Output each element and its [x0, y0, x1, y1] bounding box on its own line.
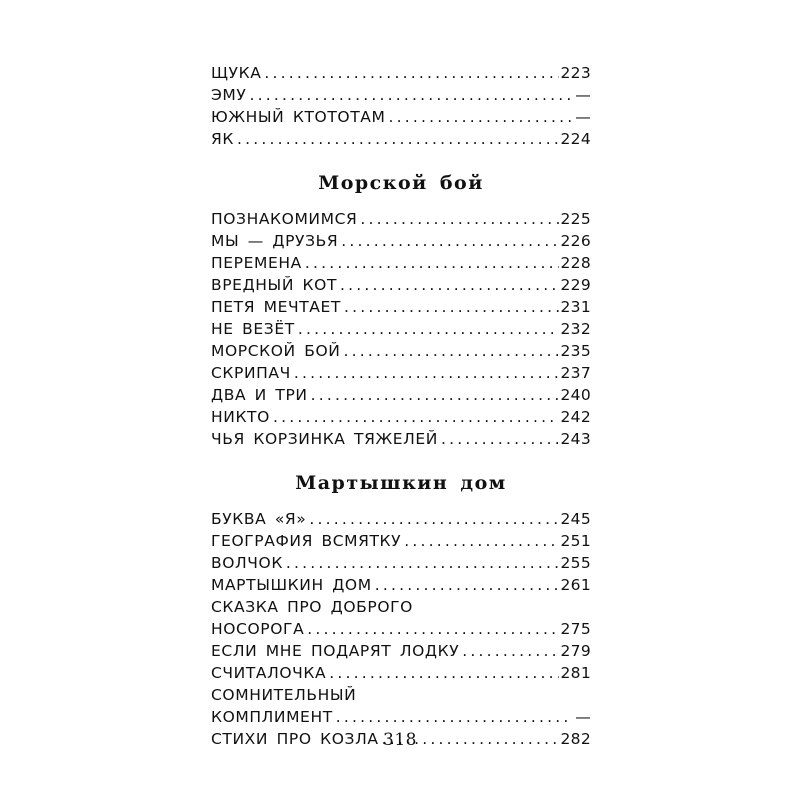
toc-entry-title: ЭМУ: [211, 86, 247, 104]
toc-entry: [211, 552, 591, 574]
toc-entry: [211, 128, 591, 150]
toc-entry-page: 279: [560, 642, 591, 660]
toc-entry-page: 225: [560, 210, 591, 228]
dot-leader: [360, 208, 558, 230]
toc-entry-page: 237: [560, 364, 591, 382]
toc-entry: [211, 296, 591, 318]
toc-entry-page: 231: [560, 298, 591, 316]
dot-leader: [307, 618, 558, 640]
toc-entry-page: 240: [560, 386, 591, 404]
toc-entry-page: 243: [560, 430, 591, 448]
toc-entry-page: 226: [560, 232, 591, 250]
toc-entry: [211, 230, 591, 252]
toc-entry-page: 223: [560, 64, 591, 82]
toc-entry-page: 232: [560, 320, 591, 338]
toc-entry-title: ДВА И ТРИ: [211, 386, 308, 404]
dot-leader: [249, 84, 573, 106]
toc-entry-page: 275: [560, 620, 591, 638]
toc-entry-title: МЫ — ДРУЗЬЯ: [211, 232, 339, 250]
toc-entry-page: 228: [560, 254, 591, 272]
dot-leader: [273, 406, 559, 428]
toc-entry-page: 251: [560, 532, 591, 550]
toc-entry-title: ВРЕДНЫЙ КОТ: [211, 276, 338, 294]
toc-entry: [211, 208, 591, 230]
dot-leader: [441, 428, 558, 450]
toc-entry-page: 255: [560, 554, 591, 572]
toc-entry-title: НЕ ВЕЗЁТ: [211, 320, 295, 338]
toc-entry: [211, 62, 591, 84]
toc-entry-page: 261: [560, 576, 591, 594]
section-heading: Мартышкин дом: [295, 472, 507, 494]
toc-entry: [211, 252, 591, 274]
toc-entry-title: ЯК: [211, 130, 234, 148]
page-number: 318: [383, 730, 417, 750]
dot-leader: [286, 552, 559, 574]
toc-entry-title: ЧЬЯ КОРЗИНКА ТЯЖЕЛЕЙ: [211, 430, 439, 448]
toc-entry-title: СТИХИ ПРО КОЗЛА: [211, 730, 379, 748]
toc-entry: [211, 640, 591, 662]
toc-entry-page: 224: [560, 130, 591, 148]
toc-entry-page: 235: [560, 342, 591, 360]
toc-entry-title: МАРТЫШКИН ДОМ: [211, 576, 372, 594]
toc-entry: [211, 406, 591, 428]
dot-leader: [344, 340, 559, 362]
dot-leader: [264, 62, 558, 84]
dot-leader: [311, 384, 559, 406]
dot-leader: [344, 296, 559, 318]
toc-entry-title: БУКВА «Я»: [211, 510, 307, 528]
toc-entry-page: 242: [560, 408, 591, 426]
toc-entry: [211, 318, 591, 340]
toc-entry-title: СКРИПАЧ: [211, 364, 291, 382]
toc-entry: [211, 508, 591, 530]
toc-entry-title: ГЕОГРАФИЯ ВСМЯТКУ: [211, 532, 402, 550]
dot-leader: [388, 106, 573, 128]
toc-section: [211, 172, 591, 450]
dot-leader: [298, 318, 559, 340]
toc-entry-page: 229: [560, 276, 591, 294]
toc-entry-page: 281: [560, 664, 591, 682]
toc-entry: [211, 618, 591, 640]
dot-leader: [237, 128, 559, 150]
dot-leader: [375, 574, 559, 596]
toc-entry-page: 245: [560, 510, 591, 528]
dot-leader: [305, 252, 559, 274]
toc-entry-title: КОМПЛИМЕНТ: [211, 708, 333, 726]
toc-entry-title: ПЕТЯ МЕЧТАЕТ: [211, 298, 341, 316]
toc-entry-page: —: [575, 86, 591, 104]
toc-section: [211, 62, 591, 150]
toc-entry-title: ЮЖНЫЙ КТОТОТАМ: [211, 108, 386, 126]
dot-leader: [340, 274, 558, 296]
toc-entry-title: НИКТО: [211, 408, 270, 426]
table-of-contents: [211, 62, 591, 750]
toc-section: [211, 472, 591, 750]
section-heading: Морской бой: [318, 172, 484, 194]
toc-entry-title: НОСОРОГА: [211, 620, 305, 638]
dot-leader: [341, 230, 558, 252]
toc-entry-title: ВОЛЧОК: [211, 554, 283, 572]
toc-entry-title: ЩУКА: [211, 64, 262, 82]
toc-entry-title: ПОЗНАКОМИМСЯ: [211, 210, 358, 228]
toc-entry-title: ЕСЛИ МНЕ ПОДАРЯТ ЛОДКУ: [211, 642, 460, 660]
toc-entry: [211, 662, 591, 684]
toc-entry-page: 282: [560, 730, 591, 748]
toc-entry: [211, 84, 591, 106]
toc-entry-page: —: [575, 708, 591, 726]
toc-entry-title: МОРСКОЙ БОЙ: [211, 342, 341, 360]
dot-leader: [309, 508, 558, 530]
toc-entry: [211, 574, 591, 596]
toc-entry-title-line: СОМНИТЕЛЬНЫЙ: [211, 686, 357, 704]
toc-entry-title: ПЕРЕМЕНА: [211, 254, 302, 272]
dot-leader: [294, 362, 559, 384]
toc-entry-title: СЧИТАЛОЧКА: [211, 664, 327, 682]
toc-entry: [211, 530, 591, 552]
toc-entry: [211, 340, 591, 362]
toc-entry-page: —: [575, 108, 591, 126]
toc-entry-title-line: СКАЗКА ПРО ДОБРОГО: [211, 598, 413, 616]
toc-entry: [211, 106, 591, 128]
toc-entry: [211, 384, 591, 406]
dot-leader: [404, 530, 558, 552]
toc-entry: [211, 362, 591, 384]
dot-leader: [329, 662, 558, 684]
dot-leader: [462, 640, 558, 662]
toc-entry: [211, 274, 591, 296]
dot-leader: [336, 706, 573, 728]
toc-entry: [211, 706, 591, 728]
toc-entry: [211, 428, 591, 450]
